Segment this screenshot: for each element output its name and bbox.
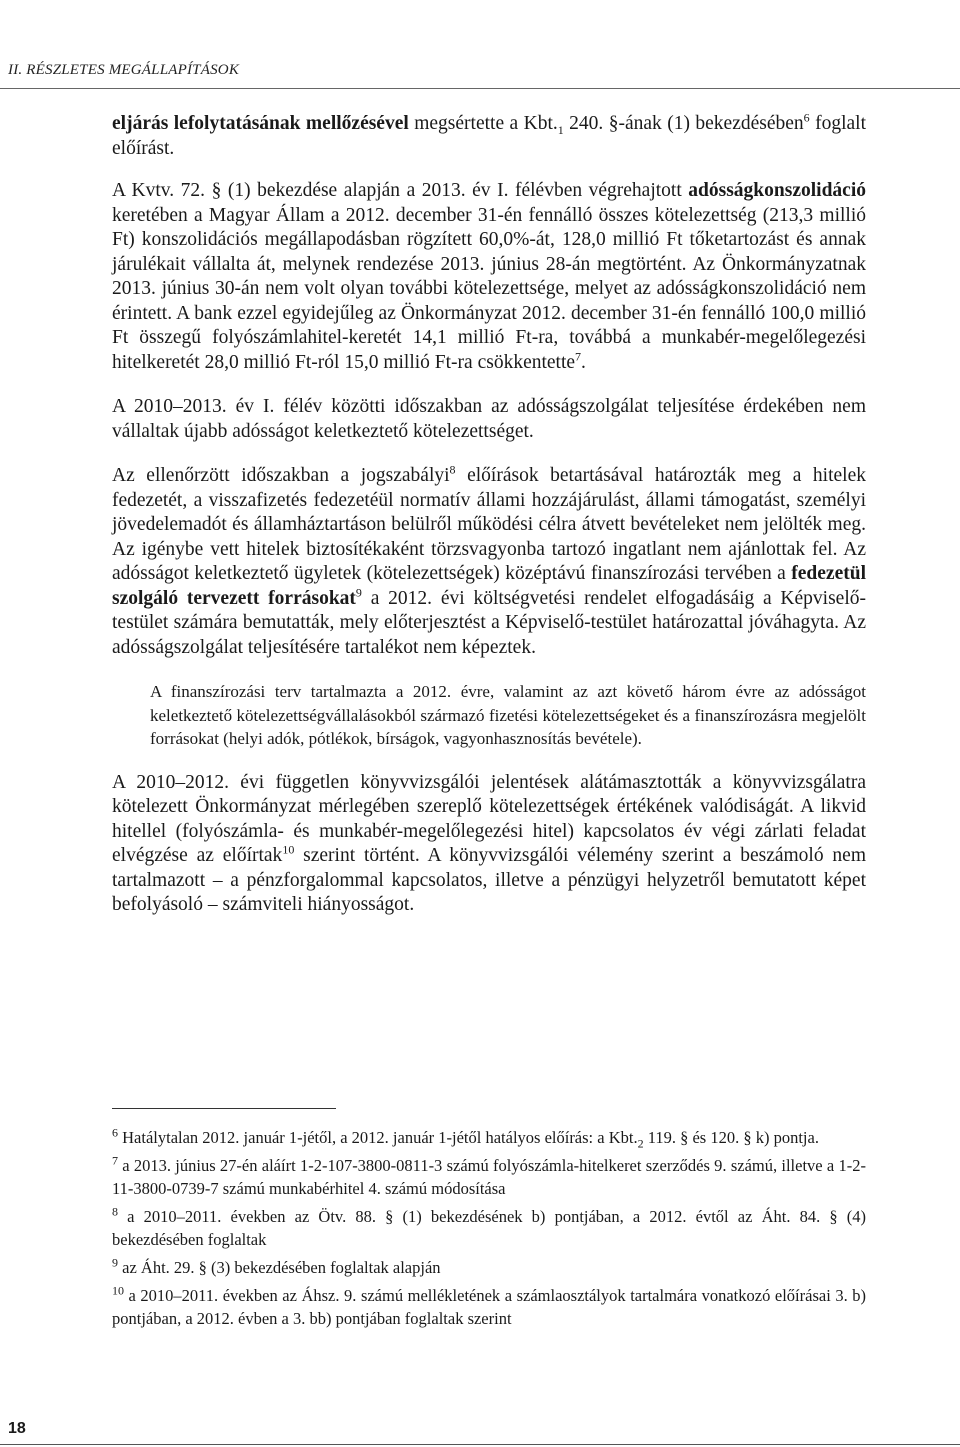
footnote-text: a 2010–2011. években az Ötv. 88. § (1) bekezdésének b) pontjában, a 2012. évtől az Áht. 84. § (4) bekezdésében foglaltak (112, 1207, 866, 1249)
paragraph-5-indented: A finanszírozási terv tartalmazta a 2012. évre, valamint az azt követő három évre az adósságot keletkeztető kötelezettségvállalásokból származó fizetési kötelezettségeket és a finanszírozásra megjelölt forrásokat (helyi adók, pótlékok, bírságok, vagyonhasznosítás bevétele). (150, 682, 866, 748)
footnote-ref-8[interactable]: 8 (449, 462, 456, 477)
body-text (112, 112, 866, 918)
text-run: . (581, 351, 586, 373)
section-header: II. RÉSZLETES MEGÁLLAPÍTÁSOK (8, 62, 240, 78)
footnote-7 (112, 1154, 866, 1200)
text-run: a 2012. évi költségvetési rendelet elfogadásáig a Képviselő-testület számára bemutatták, mely előterjesztést a Képviselő-testület határozattal jóváhagyta. Az adósságszolgálat teljesítésére tartalékot nem képeztek. (112, 587, 866, 658)
text-run: 240. §-ának (1) bekezdésében (563, 113, 804, 134)
footnote-number: 8 (112, 1204, 118, 1219)
footnote-text: a 2013. június 27-én aláírt 1-2-107-3800-0811-3 számú folyószámla-hitelkeret szerződés 9. számú, illetve a 1-2-11-3800-0739-7 számú munkabérhitel 4. számú módosítása (112, 1156, 866, 1198)
text-run: megsértette a Kbt. (408, 113, 558, 134)
page-bottom-rule (0, 1444, 960, 1445)
footnote-number: 6 (112, 1125, 118, 1140)
text-run: előírások betartásával határozták meg a hitelek fedezetét, a visszafizetés fedezetéül normatív állami hozzájárulást, állami támogatást, személyi jövedelemadót és államháztartáson belülről működési célra átvett bevételeket nem jelölték meg. Az igénybe vett hitelek biztosítékaként törzsvagyonba tartozó ingatlant nem ajánlottak fel. Az adósságot keletkeztető ügyletek (kötelezettségek) középtávú finanszírozási tervében a (112, 465, 866, 584)
text-run: A 2010–2012. évi független könyvvizsgálói jelentések alátámasztották a könyvvizsgálatra kötelezett Önkormányzat mérlegében szereplő kötelezettségek értékének valódiságát. A likvid hitellel (folyószámla- és munkabér-megelőlegezési hitel) kapcsolatos év végi zárlati feladat elvégzése az előírtak (112, 771, 866, 866)
text-run: szerint történt. A könyvvizsgálói vélemény szerint a beszámoló nem tartalmazott – a pénzforgalommal kapcsolatos, illetve a pénzügyi helyzetről bemutatott képet befolyásoló – számviteli hiányosságot. (112, 845, 866, 915)
footnote-number: 9 (112, 1255, 118, 1270)
footnote-number: 10 (112, 1283, 124, 1298)
footnote-text: 119. § és 120. § k) pontja. (643, 1128, 819, 1147)
text-run: keretében a Magyar Állam a 2012. december 31-én fennálló összes kötelezettség (213,3 millió Ft) konszolidációs megállapodásban rögzített 60,0%-át, 128,0 millió Ft tőketartozást és annak járulékait vállalta át, melynek rendezése 2013. június 28-án megtörtént. Az Önkormányzatnak 2013. június 30-án nem volt olyan további kötelezettsége, melyet az adósságkonszolidáció nem érintett. A bank ezzel egyidejűleg az Önkormányzat 2012. december 31-én fennálló 100,0 millió Ft összegű folyószámlahitel-keretét 14,1 millió Ft-ra, továbbá a munkabér-megelőlegezési hitelkeretét 28,0 millió Ft-ról 15,0 millió Ft-ra csökkentette (112, 204, 866, 373)
text-run: Az ellenőrzött időszakban a jogszabályi (112, 465, 450, 486)
footnote-6 (112, 1126, 866, 1149)
footnote-rule (112, 1108, 336, 1109)
bold-phrase: fedezetül szolgáló tervezett forrásokat (112, 563, 866, 609)
header-rule (0, 88, 960, 89)
footnote-9 (112, 1256, 866, 1279)
footnote-8 (112, 1205, 866, 1251)
footnote-ref-7[interactable]: 7 (575, 349, 582, 363)
bold-phrase: eljárás lefolytatásának mellőzésével (112, 113, 409, 134)
text-run: A Kvtv. 72. § (1) bekezdése alapján a 2013. év I. félévben végrehajtott (112, 180, 689, 201)
page-number: 18 (8, 1420, 26, 1437)
subscript: 2 (637, 1136, 644, 1151)
paragraph-4 (112, 464, 866, 660)
footnote-ref-10[interactable]: 10 (282, 842, 295, 857)
footnote-text: a 2010–2011. években az Áhsz. 9. számú mellékletének a számlaosztályok tartalmára vonatkozó előírásai 3. b) pontjában, a 2012. évben a 3. bb) pontjában foglaltak szerint (112, 1286, 866, 1328)
footnote-ref-6[interactable]: 6 (803, 110, 810, 125)
footnote-text: Hatálytalan 2012. január 1-jétől, a 2012. január 1-jétől hatályos előírás: a Kbt. (118, 1128, 638, 1147)
footnotes (112, 1126, 866, 1335)
paragraph-1 (112, 112, 866, 161)
footnote-ref-9[interactable]: 9 (355, 585, 362, 599)
footnote-10 (112, 1284, 866, 1330)
bold-phrase: adósságkonszolidáció (688, 180, 866, 201)
paragraph-3: A 2010–2013. év I. félév közötti időszakban az adósságszolgálat teljesítése érdekében nem vállaltak újabb adósságot keletkeztető kötelezettséget. (112, 396, 866, 442)
paragraph-2 (112, 179, 866, 375)
text-run: foglalt előírást. (112, 113, 867, 159)
footnote-number: 7 (112, 1153, 118, 1168)
footnote-text: az Áht. 29. § (3) bekezdésében foglaltak alapján (118, 1258, 441, 1277)
subscript: 1 (557, 122, 564, 137)
paragraph-6 (112, 771, 866, 918)
